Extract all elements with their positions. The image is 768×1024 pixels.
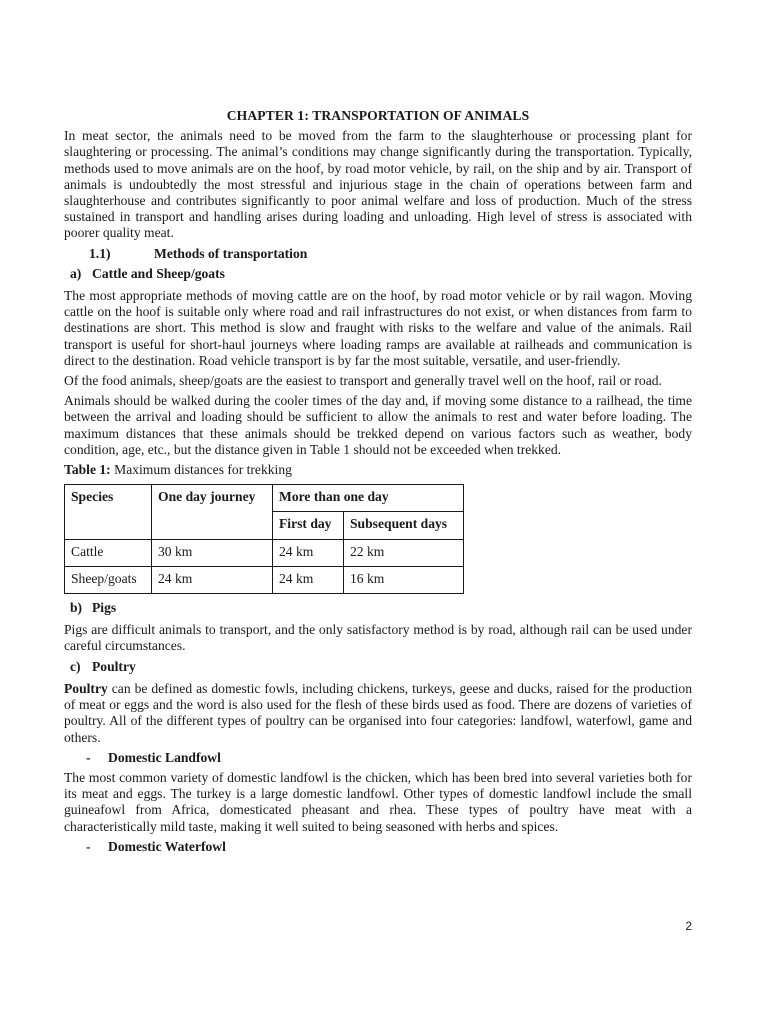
subheading-b-title: Pigs (92, 600, 117, 616)
subheading-waterfowl-title: Domestic Waterfowl (108, 838, 226, 854)
header-subsequent-days: Subsequent days (344, 512, 464, 539)
table-caption-text: Maximum distances for trekking (110, 462, 292, 478)
subheading-c-letter: c) (70, 658, 81, 674)
cell-one-day: 30 km (152, 539, 273, 566)
trekking-distance-table (64, 484, 464, 594)
cell-one-day: 24 km (152, 566, 273, 593)
chapter-title: CHAPTER 1: TRANSPORTATION OF ANIMALS (226, 108, 530, 123)
table-header-row (65, 485, 464, 512)
cell-subsequent-days: 16 km (344, 566, 464, 593)
poultry-term: Poultry (64, 680, 108, 696)
subheading-c (70, 659, 692, 675)
page-number: 2 (685, 919, 692, 933)
subheading-b (70, 600, 692, 616)
paragraph-cattle-methods: The most appropriate methods of moving cattle are on the hoof, by road motor vehicle or by rail wagon. Moving cattle on the hoof is suitable only where road and rail infrastructures do not exist, or when distances from farm to destinations are short. This method is slow and fraught with risks to the welfare and value of the animals. Rail transport is useful for short-haul journeys where loading ramps are available at railheads and communication is direct to the destination. Road vehicle transport is by far the most suitable, versatile, and user-friendly. (64, 288, 692, 368)
subheading-b-letter: b) (70, 600, 83, 616)
section-number: 1.1) (89, 245, 111, 261)
document-page (64, 108, 692, 859)
cell-species: Cattle (65, 539, 152, 566)
table-caption-label: Table 1: (64, 462, 111, 478)
paragraph-walking: Animals should be walked during the cooler times of the day and, if moving some distance to a railhead, the time between the arrival and loading should be sufficient to allow the animals to rest and water before loading. The maximum distances that these animals should be trekked depend on various factors such as weather, body condition, age, etc., but the distance given in Table 1 should not be exceeded when trekked. (64, 393, 692, 457)
table-row (65, 566, 464, 593)
subheading-waterfowl (86, 839, 692, 855)
dash-bullet: - (86, 838, 91, 854)
header-species: Species (65, 485, 152, 539)
paragraph-pigs: Pigs are difficult animals to transport, and the only satisfactory method is by road, although rail can be used under careful circumstances. (64, 622, 692, 654)
subheading-landfowl (86, 750, 692, 766)
cell-subsequent-days: 22 km (344, 539, 464, 566)
paragraph-sheep-goats: Of the food animals, sheep/goats are the easiest to transport and generally travel well on the hoof, rail or road. (64, 373, 662, 389)
subheading-a-letter: a) (70, 265, 82, 281)
header-one-day: One day journey (152, 485, 273, 539)
header-more-than-one-day: More than one day (273, 485, 464, 512)
cell-first-day: 24 km (273, 539, 344, 566)
intro-paragraph: In meat sector, the animals need to be moved from the farm to the slaughterhouse or processing plant for slaughtering or processing. The animal’s conditions may change significantly during the transportation. Typically, methods used to move animals are on the hoof, by road motor vehicle, by rail, on the ship and by air. Transport of animals is undoubtedly the most stressful and injurious stage in the chain of operations between farm and slaughterhouse and contributes significantly to poor animal welfare and loss of production. Much of the stress sustained in transport and handling arises during loading and unloading. High level of stress is associated with poorer quality meat. (64, 128, 692, 241)
subheading-c-title: Poultry (92, 658, 136, 674)
cell-species: Sheep/goats (65, 566, 152, 593)
section-title: Methods of transportation (154, 245, 308, 261)
paragraph-landfowl: The most common variety of domestic landfowl is the chicken, which has been bred into several varieties both for its meat and eggs. The turkey is a large domestic landfowl. Other types of domestic landfowl include the small guineafowl from Africa, domesticated pheasant and rhea. These types of poultry have meat with a characteristically mild taste, making it well suited to being seasoned with herbs and spices. (64, 769, 692, 834)
table-caption (64, 462, 692, 478)
dash-bullet: - (86, 749, 91, 765)
poultry-definition: can be defined as domestic fowls, including chickens, turkeys, geese and ducks, raised for the production of meat or eggs and the word is also used for the flesh of these birds used as food. There are dozens of varieties of poultry. All of the different types of poultry can be organised into four categories: landfowl, waterfowl, game and others. (64, 680, 692, 745)
paragraph-poultry (64, 681, 692, 746)
header-first-day: First day (273, 512, 344, 539)
cell-first-day: 24 km (273, 566, 344, 593)
subheading-a-title: Cattle and Sheep/goats (92, 265, 225, 281)
table-row (65, 539, 464, 566)
subheading-landfowl-title: Domestic Landfowl (108, 749, 221, 765)
subheading-a (70, 266, 692, 282)
section-heading (89, 246, 692, 262)
